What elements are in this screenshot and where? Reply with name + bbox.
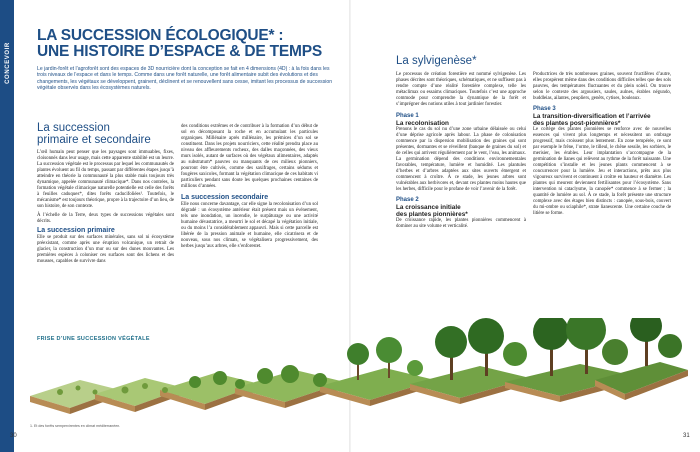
lead-paragraph: Le jardin-forêt et l’agroforêt sont des espaces de 3D nourricière dont la conception se fait en 4 dimensions (4D) : à la fois dans les trois niveaux de l’espace et dans le temps. Comme dans une forêt naturelle, une forêt alimentaire subit des évolutions et des changements, les végétaux se développent, grainent, déclinent et se renouvellent sans cesse, imitant les processus de succession végétale observés dans les écosystèmes naturels. [37,66,333,91]
phase-3-title-2: des plantes post-pionnières* [533,120,621,127]
succession-frieze-illustration [20,318,690,428]
phase-2-title-1: La croissance initiale [396,204,461,211]
phase-1-label: Phase 1 [396,113,419,119]
phase-3-title-1: La transition-diversification et l’arrivée [533,113,651,120]
phase-2-title-2: des plantes pionnières* [396,211,468,218]
subheading-secondaire: La succession secondaire [181,194,269,201]
page-title [37,28,337,60]
paragraph: Le cortège des plantes pionnières se renforce avec de nouvelles essences qui vivent plus longtemps et nécessitent un ombrage progressif, mais croissent plus lentement. En zone tempérée, ce sont par exemple le frêne, l’orme, le tilleul, le chêne sessile, les sorbiers, le merisier, les érables. Leur implantation s’accompagne de la germination de lianes qui relèvent au rythme de la forêt naissante. Une compétition s’installe et les jeunes plants commencent à se concurrencer pour la lumière. Jeu et interactions, prêts aux plus vigoureux survivent et continuent à croître en hauteur et diamètre. Les plantes qui meurent deviennent fertilisantes pour l’écosystème. Sans intervention ni cataclysme, la canopée* commence à se fermer ; la quantité de lumière au sol. À ce stade, la forêt présente une structure complexe avec des étages bien distincts : canopée, sous-bois, couvert du mi-ombre ou sciaphile*, strate lianescente. Une certaine couche de litière se forme. [533,127,671,216]
paragraph: De croissance rapide, les plantes pionnières commencent à dominer au site volume et verticalité. [396,218,526,229]
paragraph: des conditions extrêmes et de contribuer à la formation d’un début de sol en décomposant la roche et en accumulant les particules organiques. Millénaire après millénaire, les prémices d’un sol se constituent. Dans les projets nourriciers, cette réalité prendra place au niveau des affleurements rocheux, des dalles maçonnées, des vieux murs isolés, autant de surfaces où des végétaux alimentaires, adaptés au substratum* pauvres ou manquants de ces milieux pionniers, pourront être cultivés, comme des saxifrages, certains sédums et fougères saxicoles, formant la végétation climacique de ces habitats vi particuliers pendant sans doute les quelques prochaines centaines de millions d’années. [181,124,318,189]
text-column-2 [181,124,318,250]
sidebar-label: CONCEVOIR [5,42,11,84]
section-heading-sylvigenese: La sylvigenèse* [396,55,477,67]
soil-slab [595,362,688,400]
text-column-1 [37,150,174,265]
title-line-1: LA SUCCESSION ÉCOLOGIQUE* : [37,27,284,44]
paragraph: Le processus de création forestière est nommé sylvigenèse. Les phases décrites sont théoriques, schématiques, et ne suffisent pas à rendre compte d’une réalité forestière complexe, telle les métaclimax ou essaims climaciques. Toutefois c’est une approche commode pour comprendre la dynamique de la forêt et s’imprégner des notions utiles à tout jardinier forestier. [396,72,526,107]
title-line-2: UNE HISTOIRE D’ESPACE & DE TEMPS [37,43,322,60]
section-heading-succession [37,122,187,146]
phase-2-label: Phase 2 [396,197,419,203]
paragraph: Elle nous concerne davantage, car elle signe la recolonisation d’un sol dégradé : un écosystème antérieur était présent mais un événement, tels une inondation, un incendie, le surpâturage ou une activité humaine dévastatrice, a meurtri le sol et décapé la végétation initiale, ou du moins l’a considérablement appauvri. Mais si cette parcelle est libérée de la pression animale et humaine, elle cicatrisera et de nouveau, sous nos climats, se végétalisera progressivement, des herbes jusqu’aux arbres, elle s’enforestet. [181,202,318,249]
page-number-left: 30 [10,433,17,439]
text-column-3 [396,72,526,230]
phase-3-label: Phase 3 [533,106,556,112]
section-heading-line-2: primaire et secondaire [37,134,151,146]
paragraph: Elle se produit sur des surfaces minérales, sans sol ni écosystème préexistant, comme après une éruption volcanique, un retrait de glacier, la construction d’un mur ou sur des dunes mouvantes. Les premières espèces à coloniser ces surfaces sont des lichens et des mousses, capables de survivre dans [37,235,174,264]
paragraph: À l’échelle de la Terre, deux types de successions végétales sont décrits. [37,213,174,224]
frieze-label: FRISE D’UNE SUCCESSION VÉGÉTALE [37,336,150,342]
footnote: 1. Et des forêts sempervirentes en climat méditerranéen. [30,424,121,428]
text-column-4 [533,72,671,217]
paragraph: Productrices de très nombreuses graines, souvent fructifères d’autre, elles prospèrent même dans des conditions difficiles telles que des sols pauvres, des températures fluctuantes et du plein soleil. On trouve selon le contexte des argousiers, saules, aulnes, érables négundo, buddleias, ailantes, peupliers, genêts, cytises, bouleaux. [533,72,671,101]
section-sidebar [0,0,14,452]
page-number-right: 31 [683,433,690,439]
paragraph: L’œil humain peut penser que les paysages sont immuables, fixes, cloisonnés dans leur usage, mais cette apparente stabilité est un leurre. La succession végétale est le processus par lequel les communautés de plantes évoluent au fil du temps, passant par différentes étapes jusqu’à atteindre en théorie la communauté la plus stable mais toujours très dynamique, appelée communauté climacique*. Dans nos contrées, la formation végétale climacique naturelle potentielle est celle des forêts à feuilles caduques*, dites forêts caducifoliées¹. Toutefois, le mécanisme* est toujours théorique, propre à la trajectoire d’un lieu, de son histoire, de son contexte. [37,150,174,209]
subheading-primaire: La succession primaire [37,227,115,234]
paragraph: Prenons le cas du sol nu d’une zone urbaine délaissée ou celui d’une déprise agricole après labour. La phase de colonisation commence par la dispersion mobilisation des graines qui sont présentes, dormantes et se réveillent (banque de graines du sol) et de celles qui arrivent régulièrement par le vent, l’eau, les animaux. La germination dépend des conditions environnementales favorables, température, lumière et humidité. Les plantules d’herbes et d’arbres adaptées aux sites ouverts émergent et commencent à croître. À ce stade, les jeunes arbres sont vulnérables aux herbivores et, devant ces plantes moins hautes que les herbes, difficile pour le profane de voir l’avenir de la forêt. [396,127,526,192]
phase-1-title: La recolonisation [396,120,449,127]
section-heading-line-1: La succession [37,122,110,134]
